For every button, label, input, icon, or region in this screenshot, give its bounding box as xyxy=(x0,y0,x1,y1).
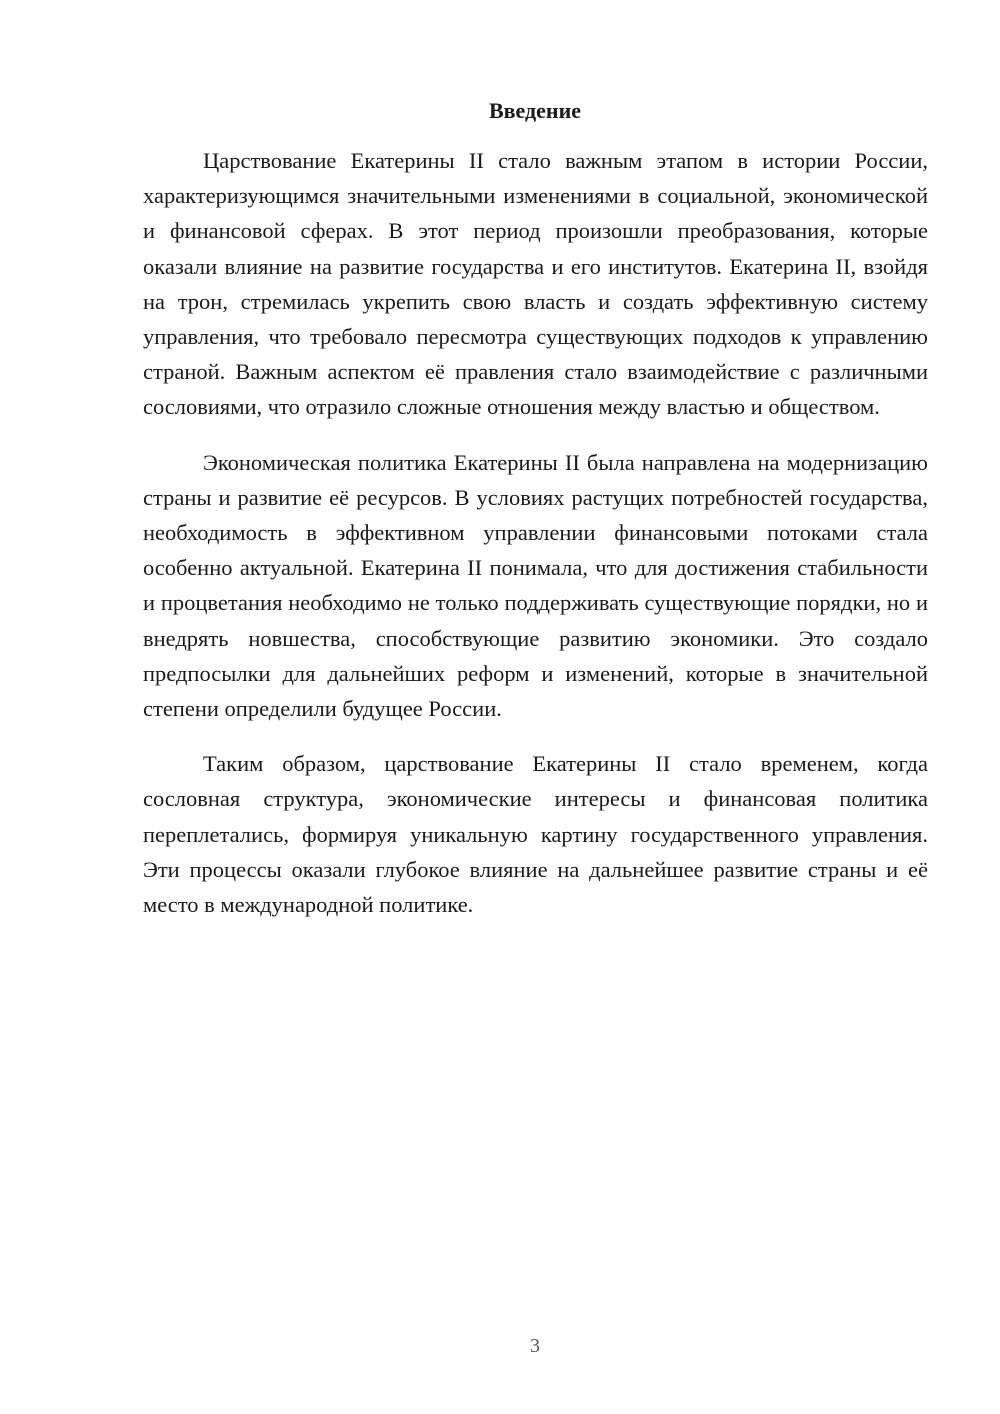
paragraph-3: Таким образом, царствование Екатерины II стало временем, когда сословная структура, экономические интересы и финансовая политика переплетались, формируя уникальную картину государственного управления. Эти процессы оказали глубокое влияние на дальнейшее развитие страны и её место в международной политике. xyxy=(143,751,928,918)
paragraph-2: Экономическая политика Екатерины II была направлена на модернизацию страны и развитие её ресурсов. В условиях растущих потребностей государства, необходимость в эффективном управлении финансовыми потоками стала особенно актуальной. Екатерина II понимала, что для достижения стабильности и процветания необходимо не только поддерживать существующие порядки, но и внедрять новшества, способствующие развитию экономики. Это создало предпосылки для дальнейших реформ и изменений, которые в значительной степени определили будущее России. xyxy=(143,449,928,722)
section-heading: Введение xyxy=(488,98,582,123)
body-text xyxy=(143,143,928,942)
page-number: 3 xyxy=(530,1335,540,1357)
paragraph-1: Царствование Екатерины II стало важным этапом в истории России, характеризующимся значительными изменениями в социальной, экономической и финансовой сферах. В этот период произошли преобразования, которые оказали влияние на развитие государства и его институтов. Екатерина II, взойдя на трон, стремилась укрепить свою власть и создать эффективную систему управления, что требовало пересмотра существующих подходов к управлению страной. Важным аспектом её правления стало взаимодействие с различными сословиями, что отразило сложные отношения между властью и обществом. xyxy=(143,148,928,420)
